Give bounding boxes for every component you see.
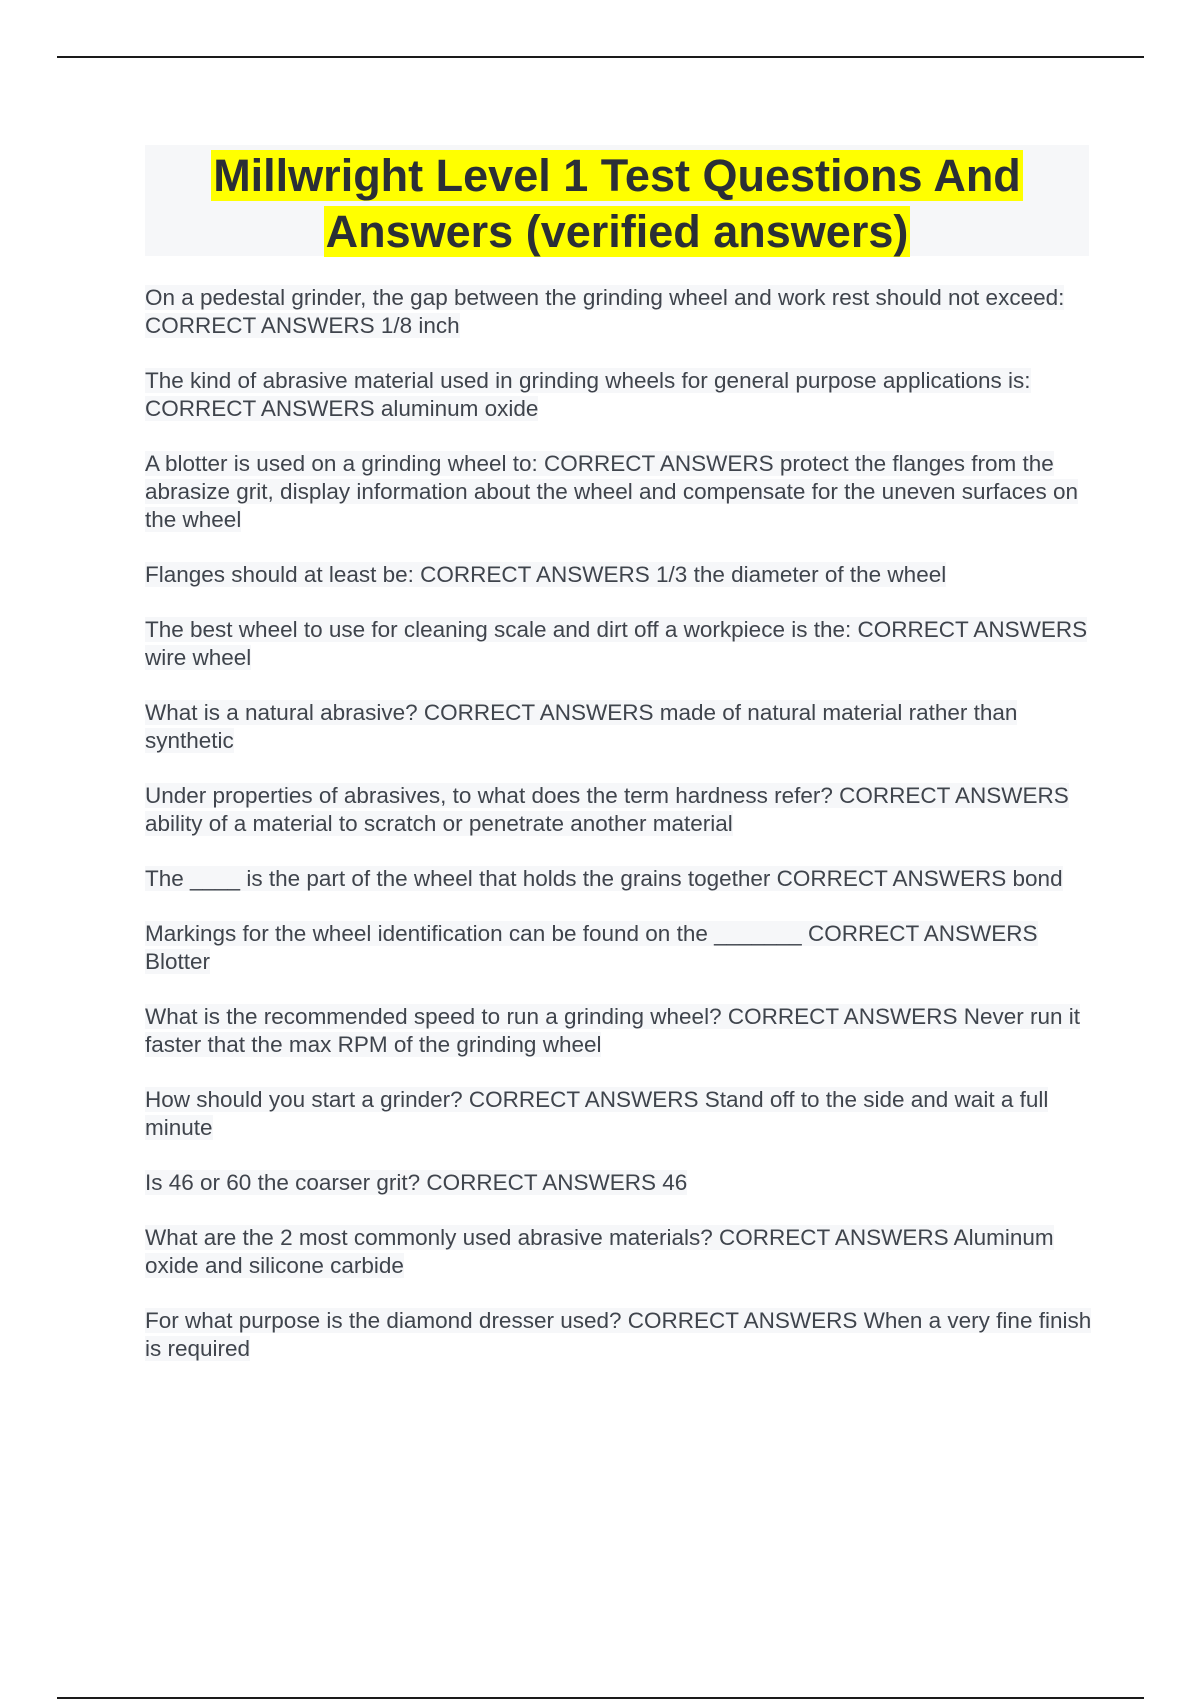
qa-item-text: Flanges should at least be: CORRECT ANSWERS 1/3 the diameter of the wheel: [145, 562, 947, 587]
qa-item-text: What is the recommended speed to run a grinding wheel? CORRECT ANSWERS Never run it faster that the max RPM of the grinding wheel: [145, 1004, 1080, 1057]
bottom-rule: [57, 1697, 1144, 1699]
top-rule: [57, 56, 1144, 58]
qa-item-6: [145, 699, 1095, 755]
qa-item-9: [145, 920, 1095, 976]
qa-item-3: [145, 450, 1095, 534]
qa-item-14: [145, 1307, 1095, 1363]
qa-item-text: Markings for the wheel identification can be found on the _______ CORRECT ANSWERS Blotter: [145, 921, 1038, 974]
qa-item-13: [145, 1224, 1095, 1280]
qa-item-10: [145, 1003, 1095, 1059]
qa-item-text: The kind of abrasive material used in grinding wheels for general purpose applications is: CORRECT ANSWERS aluminum oxide: [145, 368, 1031, 421]
document-title: [145, 145, 1089, 260]
qa-item-4: [145, 561, 1095, 589]
qa-item-text: What is a natural abrasive? CORRECT ANSWERS made of natural material rather than synthetic: [145, 700, 1018, 753]
qa-item-2: [145, 367, 1095, 423]
qa-item-11: [145, 1086, 1095, 1142]
qa-item-7: [145, 782, 1095, 838]
qa-item-text: Is 46 or 60 the coarser grit? CORRECT ANSWERS 46: [145, 1170, 688, 1195]
qa-item-8: [145, 865, 1095, 893]
document-title-text: Millwright Level 1 Test Questions And Answers (verified answers): [213, 150, 1021, 257]
qa-list: [145, 284, 1095, 1390]
qa-item-text: For what purpose is the diamond dresser used? CORRECT ANSWERS When a very fine finish is required: [145, 1308, 1092, 1361]
qa-item-text: How should you start a grinder? CORRECT ANSWERS Stand off to the side and wait a full minute: [145, 1087, 1049, 1140]
title-block: [145, 145, 1089, 256]
qa-item-5: [145, 616, 1095, 672]
qa-item-text: Under properties of abrasives, to what does the term hardness refer? CORRECT ANSWERS ability of a material to scratch or penetrate another material: [145, 783, 1069, 836]
qa-item-text: What are the 2 most commonly used abrasive materials? CORRECT ANSWERS Aluminum oxide and silicone carbide: [145, 1225, 1054, 1278]
qa-item-1: [145, 284, 1095, 340]
qa-item-text: A blotter is used on a grinding wheel to: CORRECT ANSWERS protect the flanges from the abrasize grit, display information about the wheel and compensate for the uneven surfaces on the wheel: [145, 451, 1079, 532]
qa-item-text: The best wheel to use for cleaning scale and dirt off a workpiece is the: CORRECT ANSWERS wire wheel: [145, 617, 1088, 670]
qa-item-12: [145, 1169, 1095, 1197]
qa-item-text: On a pedestal grinder, the gap between the grinding wheel and work rest should not exceed: CORRECT ANSWERS 1/8 inch: [145, 285, 1065, 338]
qa-item-text: The ____ is the part of the wheel that holds the grains together CORRECT ANSWERS bond: [145, 866, 1063, 891]
